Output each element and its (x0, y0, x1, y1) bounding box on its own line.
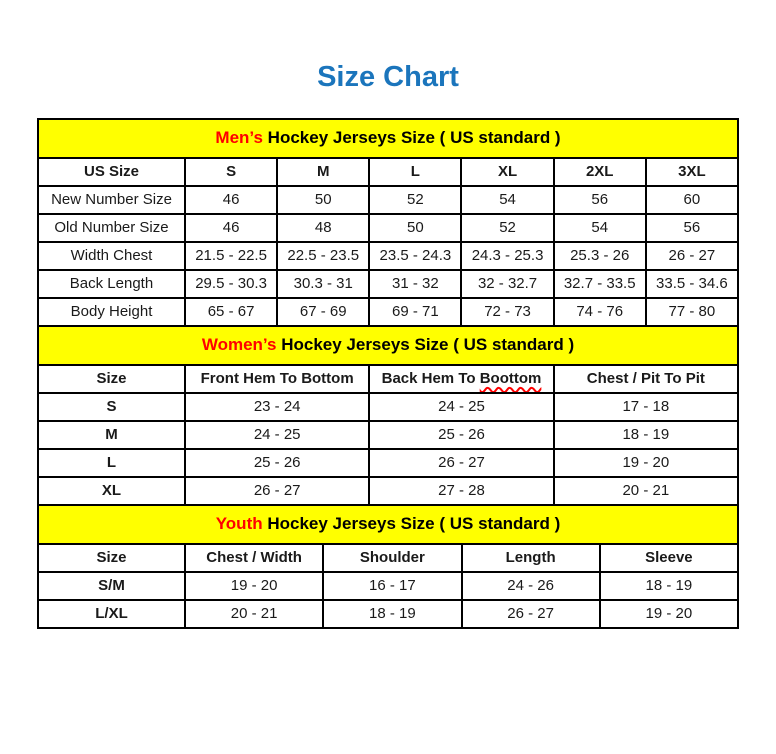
table-row-old-number-size (38, 214, 738, 242)
table-row-youth-sm (38, 572, 738, 600)
table-row-womens-m (38, 421, 738, 449)
value-cell: 48 (277, 214, 369, 242)
value-cell: 60 (646, 186, 738, 214)
back-hem-misspelled-word: Boottom (479, 370, 542, 388)
value-cell: 19 - 20 (554, 449, 738, 477)
womens-section-heading (38, 326, 738, 365)
value-cell: 21.5 - 22.5 (185, 242, 277, 270)
table-row-back-length (38, 270, 738, 298)
mens-heading-rest: Hockey Jerseys Size ( US standard ) (262, 128, 561, 148)
row-label: L (38, 449, 185, 477)
value-cell: 23 - 24 (185, 393, 369, 421)
column-header-sleeve: Sleeve (600, 544, 738, 572)
column-header-back-hem (369, 365, 553, 393)
table-row-new-number-size (38, 186, 738, 214)
value-cell: 74 - 76 (554, 298, 646, 326)
row-label: Width Chest (38, 242, 185, 270)
value-cell: 30.3 - 31 (277, 270, 369, 298)
column-header-2xl: 2XL (554, 158, 646, 186)
value-cell: 19 - 20 (600, 600, 738, 628)
value-cell: 54 (461, 186, 553, 214)
value-cell: 29.5 - 30.3 (185, 270, 277, 298)
youth-column-header-row (38, 544, 738, 572)
back-hem-prefix: Back Hem To (381, 370, 480, 388)
row-label: New Number Size (38, 186, 185, 214)
row-label: S/M (38, 572, 185, 600)
value-cell: 24.3 - 25.3 (461, 242, 553, 270)
value-cell: 52 (369, 186, 461, 214)
value-cell: 25 - 26 (369, 421, 553, 449)
value-cell: 46 (185, 214, 277, 242)
value-cell: 56 (554, 186, 646, 214)
value-cell: 26 - 27 (462, 600, 600, 628)
youth-section-heading (38, 505, 738, 544)
value-cell: 54 (554, 214, 646, 242)
youth-section-heading-row (38, 505, 738, 544)
column-header-chest-width: Chest / Width (185, 544, 323, 572)
value-cell: 50 (277, 186, 369, 214)
table-row-body-height (38, 298, 738, 326)
table-row-womens-l (38, 449, 738, 477)
column-header-size: Size (38, 365, 185, 393)
value-cell: 26 - 27 (185, 477, 369, 505)
value-cell: 25 - 26 (185, 449, 369, 477)
page-title: Size Chart (317, 61, 459, 93)
value-cell: 56 (646, 214, 738, 242)
value-cell: 50 (369, 214, 461, 242)
table-row-youth-lxl (38, 600, 738, 628)
womens-section-heading-row (38, 326, 738, 365)
youth-heading-highlight: Youth (215, 514, 263, 534)
row-label: XL (38, 477, 185, 505)
table-row-width-chest (38, 242, 738, 270)
column-header-size: Size (38, 544, 185, 572)
youth-size-table (37, 504, 739, 629)
column-header-m: M (277, 158, 369, 186)
youth-heading-rest: Hockey Jerseys Size ( US standard ) (262, 514, 561, 534)
column-header-3xl: 3XL (646, 158, 738, 186)
value-cell: 46 (185, 186, 277, 214)
value-cell: 52 (461, 214, 553, 242)
row-label: Old Number Size (38, 214, 185, 242)
value-cell: 23.5 - 24.3 (369, 242, 461, 270)
value-cell: 69 - 71 (369, 298, 461, 326)
value-cell: 31 - 32 (369, 270, 461, 298)
value-cell: 19 - 20 (185, 572, 323, 600)
size-chart-page (0, 62, 776, 629)
value-cell: 77 - 80 (646, 298, 738, 326)
womens-heading-rest: Hockey Jerseys Size ( US standard ) (276, 335, 575, 355)
value-cell: 18 - 19 (554, 421, 738, 449)
mens-section-heading-row (38, 119, 738, 158)
column-header-us-size: US Size (38, 158, 185, 186)
column-header-shoulder: Shoulder (323, 544, 461, 572)
row-label: S (38, 393, 185, 421)
value-cell: 17 - 18 (554, 393, 738, 421)
value-cell: 72 - 73 (461, 298, 553, 326)
value-cell: 26 - 27 (369, 449, 553, 477)
value-cell: 26 - 27 (646, 242, 738, 270)
value-cell: 24 - 26 (462, 572, 600, 600)
row-label: L/XL (38, 600, 185, 628)
value-cell: 27 - 28 (369, 477, 553, 505)
value-cell: 67 - 69 (277, 298, 369, 326)
column-header-length: Length (462, 544, 600, 572)
womens-column-header-row (38, 365, 738, 393)
value-cell: 20 - 21 (185, 600, 323, 628)
value-cell: 24 - 25 (185, 421, 369, 449)
mens-heading-highlight: Men’s (215, 128, 263, 148)
mens-section-heading (38, 119, 738, 158)
table-row-womens-s (38, 393, 738, 421)
column-header-l: L (369, 158, 461, 186)
value-cell: 32.7 - 33.5 (554, 270, 646, 298)
row-label: Body Height (38, 298, 185, 326)
row-label: Back Length (38, 270, 185, 298)
column-header-xl: XL (461, 158, 553, 186)
column-header-chest-pit: Chest / Pit To Pit (554, 365, 738, 393)
value-cell: 20 - 21 (554, 477, 738, 505)
value-cell: 16 - 17 (323, 572, 461, 600)
mens-column-header-row (38, 158, 738, 186)
table-row-womens-xl (38, 477, 738, 505)
value-cell: 18 - 19 (323, 600, 461, 628)
womens-size-table (37, 325, 739, 506)
row-label: M (38, 421, 185, 449)
value-cell: 33.5 - 34.6 (646, 270, 738, 298)
value-cell: 65 - 67 (185, 298, 277, 326)
column-header-s: S (185, 158, 277, 186)
value-cell: 18 - 19 (600, 572, 738, 600)
womens-heading-highlight: Women’s (201, 335, 277, 355)
value-cell: 24 - 25 (369, 393, 553, 421)
value-cell: 25.3 - 26 (554, 242, 646, 270)
value-cell: 32 - 32.7 (461, 270, 553, 298)
mens-size-table (37, 118, 739, 327)
value-cell: 22.5 - 23.5 (277, 242, 369, 270)
column-header-front-hem: Front Hem To Bottom (185, 365, 369, 393)
